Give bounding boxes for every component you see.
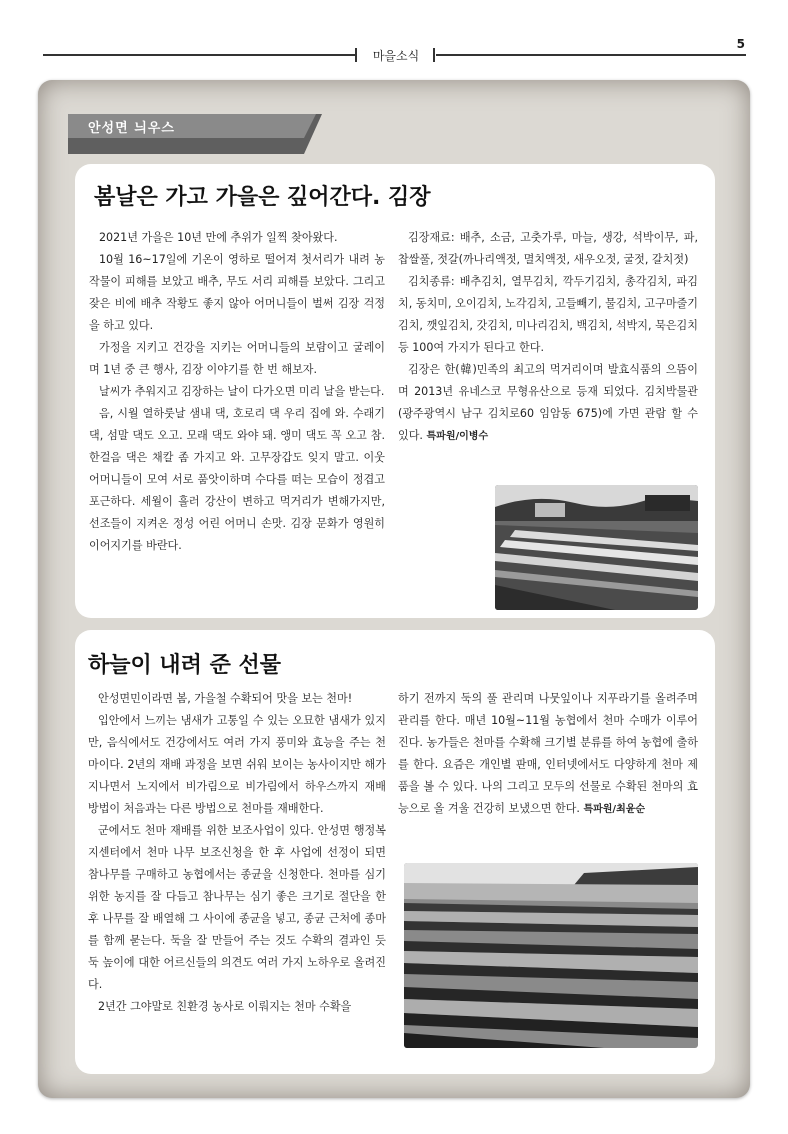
article-body-right — [398, 227, 698, 448]
paragraph: 김장재료: 배추, 소금, 고춧가루, 마늘, 생강, 석박이무, 파, 찹쌀풀, 젓갈(까나리액젓, 멸치액젓, 새우오젓, 굴젓, 갈치젓) — [398, 231, 698, 266]
paragraph: 날씨가 추워지고 김장하는 날이 다가오면 미리 날을 받는다. — [99, 385, 385, 398]
paragraph: 2021년 가을은 10년 만에 추위가 일찍 찾아왔다. — [99, 231, 338, 244]
header-rule-right — [436, 54, 746, 56]
header-rule-tick — [433, 48, 435, 62]
photo-cheonma-logs — [404, 863, 698, 1048]
paragraph: 군에서도 천마 재배를 위한 보조사업이 있다. 안성면 행정복지센터에서 천마 나무 보조신청을 한 후 사업에 선정이 되면 참나무를 구매하고 농협에서는 종균을 신청한다. 천마를 심기 위한 농지를 잘 다듬고 참나무는 심기 좋은 크기로 절단을 한 후 나무를 잘 배열해 그 사이에 종균을 넣고, 종균 근처에 종마를 함께 묻는다. 둑을 잘 만들어 주는 것도 수확의 결과인 듯 둑 높이에 대한 어르신들의 의견도 여러 가지 노하우로 올려진다. — [88, 824, 386, 991]
paragraph — [398, 359, 698, 448]
paragraph: 입안에서 느끼는 냄새가 고통일 수 있는 오묘한 냄새가 있지만, 음식에서도 건강에서도 여러 가지 풍미와 효능을 주는 천마이다. 2년의 재배 과정을 보면 쉬워 보이는 농사이지만 해가 지나면서 노지에서 비가림으로 비가림에서 하우스까지 재배 방법이 처음과는 다른 방법으로 천마를 재배한다. — [88, 714, 386, 815]
paragraph — [398, 688, 698, 821]
paragraph: 안성면민이라면 봄, 가을철 수확되어 맛을 보는 천마! — [98, 692, 353, 705]
paragraph-text: 하기 전까지 둑의 풀 관리며 나뭇잎이나 지푸라기를 올려주며 관리를 한다. 매년 10월~11월 농협에서 천마 수매가 이루어진다. 농가들은 천마를 수확해 크기별 분류를 하여 농협에 출하를 한다. 요즘은 개인별 판매, 인터넷에서도 다양하게 천마 제품을 볼 수 있다. 나의 그리고 모두의 선물로 수확된 천마의 효능으로 올 겨울 건강히 보냈으면 한다. — [398, 692, 698, 815]
section-name: 마을소식 — [372, 49, 420, 63]
header-rule-tick — [355, 48, 357, 62]
paragraph-text: 김장은 한(韓)민족의 최고의 먹거리이며 발효식품의 으뜸이며 2013년 유네스코 무형유산으로 등재 되었다. 김치박물관(광주광역시 남구 김치로60 임암동 675)에 가면 관람 할 수 있다. — [398, 363, 698, 442]
article-title: 봄날은 가고 가을은 깊어간다. 김장 — [94, 185, 431, 210]
byline: 특파원/이병수 — [426, 431, 489, 442]
section-banner-label: 안성면 늬우스 — [88, 121, 175, 136]
page-number: 5 — [736, 37, 745, 51]
header-rule-left — [43, 54, 355, 56]
paragraph: 가정을 지키고 건강을 지키는 어머니들의 보람이고 굴레이며 1년 중 큰 행사, 김장 이야기를 한 번 해보자. — [89, 341, 385, 376]
paragraph: 음, 시월 열하룻날 샘내 댁, 호로리 댁 우리 집에 와. 수래기 댁, 섬말 댁도 오고. 모래 댁도 와야 돼. 앵미 댁도 꼭 오고 참. 한걸음 댁은 채칼 좀 가지고 와. 고무장갑도 잊지 말고. 이웃 어머니들이 모여 서로 품앗이하며 수다를 떠는 모습이 정겹고 포근하다. 세월이 흘러 강산이 변하고 먹거리가 변해가지만, 선조들이 지켜온 정성 어린 어머니 손맛. 김장 문화가 영원히 이어지기를 바란다. — [89, 407, 385, 552]
article-body-right — [398, 688, 698, 821]
article-body-left — [88, 688, 386, 1018]
photo-kimchi-field — [495, 485, 698, 610]
article-body-left — [89, 227, 385, 557]
page-header — [0, 28, 788, 68]
paragraph: 김치종류: 배추김치, 열무김치, 깍두기김치, 총각김치, 파김치, 동치미, 오이김치, 노각김치, 고들빼기, 물김치, 고구마줄기김치, 깻잎김치, 갓김치, 미나리김치, 백김치, 석박지, 묵은김치 등 100여 가지가 된다고 한다. — [398, 275, 698, 354]
article-title: 하늘이 내려 준 선물 — [88, 653, 281, 678]
paragraph: 10월 16~17일에 기온이 영하로 떨어져 첫서리가 내려 농작물이 피해를 보았고 배추, 무도 서리 피해를 보았다. 그리고 잦은 비에 배추 작황도 좋지 않아 어머니들이 벌써 김장 걱정을 하고 있다. — [89, 253, 385, 332]
paragraph: 2년간 그야말로 친환경 농사로 이뤄지는 천마 수확을 — [98, 1000, 352, 1013]
byline: 특파원/최윤순 — [583, 804, 646, 815]
